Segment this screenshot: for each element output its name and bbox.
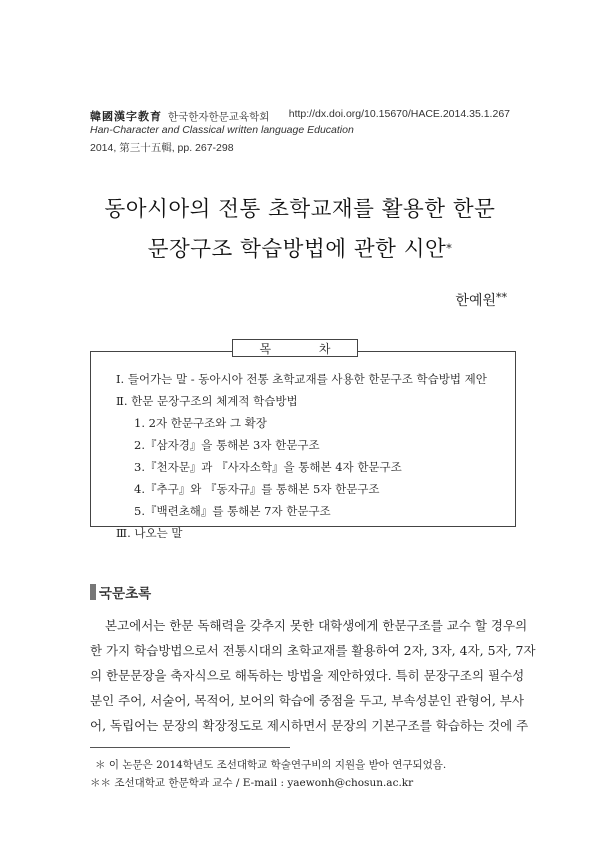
abstract-heading: 국문초록 <box>90 582 151 602</box>
toc-item: 4.『추구』와 『동자규』를 통해본 5자 한문구조 <box>134 482 380 496</box>
paper-title-line-2: 문장구조 학습방법에 관한 시안* <box>147 237 453 262</box>
author <box>455 290 507 310</box>
toc-heading: 목 차 <box>232 339 358 357</box>
journal-english-title: Han-Character and Classical written language Education <box>90 124 354 136</box>
society-name: 한국한자한문교육학회 <box>167 111 270 123</box>
toc-item: 2.『삼자경』을 통해본 3자 한문구조 <box>134 438 320 452</box>
footnote-divider <box>90 747 290 748</box>
author-footnote-mark: ** <box>496 291 507 304</box>
toc-item: Ⅱ. 한문 문장구조의 체계적 학습방법 <box>116 394 298 408</box>
abstract-line: 어, 독립어는 문장의 확장정도로 제시하면서 문장의 기본구조를 학습하는 것에 주 <box>90 718 529 733</box>
toc-item: Ⅲ. 나오는 말 <box>116 526 183 540</box>
journal-header <box>90 108 269 124</box>
heading-bar <box>90 584 96 600</box>
abstract-line: 한 가지 학습방법으로서 전통시대의 초학교재를 활용하여 2자, 3자, 4자, 5자, 7자 <box>90 643 536 658</box>
toc-item: 3.『천자문』과 『사자소학』을 통해본 4자 한문구조 <box>134 460 402 474</box>
footnote-1: ＊ 이 논문은 2014학년도 조선대학교 학술연구비의 지원을 받아 연구되었음. <box>95 759 447 771</box>
toc-item: 1. 2자 한문구조와 그 확장 <box>134 416 267 430</box>
title-footnote-mark: * <box>446 242 453 255</box>
abstract-line: 분인 주어, 서술어, 목적어, 보어의 학습에 중점을 두고, 부속성분인 관형어, 부사 <box>90 693 524 708</box>
toc-item: Ⅰ. 들어가는 말 - 동아시아 전통 초학교재를 사용한 한문구조 학습방법 제안 <box>116 372 487 386</box>
toc-item: 5.『백련초해』를 통해본 7자 한문구조 <box>134 504 331 518</box>
volume-info: 2014, 第三十五輯, pp. 267-298 <box>90 142 234 154</box>
journal-logo: 韓國漢字教育 <box>90 110 162 123</box>
author-name: 한예원 <box>455 293 496 309</box>
abstract-line: 의 한문문장을 축자식으로 해독하는 방법을 제안하였다. 특히 문장구조의 필수성 <box>90 668 525 683</box>
paper-title-line-1: 동아시아의 전통 초학교재를 활용한 한문 <box>104 197 496 222</box>
doi-link[interactable]: http://dx.doi.org/10.15670/HACE.2014.35.1.267 <box>288 108 510 120</box>
abstract-line: 본고에서는 한문 독해력을 갖추지 못한 대학생에게 한문구조를 교수 할 경우의 <box>105 618 528 633</box>
footnote-2: ＊＊ 조선대학교 한문학과 교수 / E-mail : yaewonh@chosun.ac.kr <box>90 777 414 789</box>
